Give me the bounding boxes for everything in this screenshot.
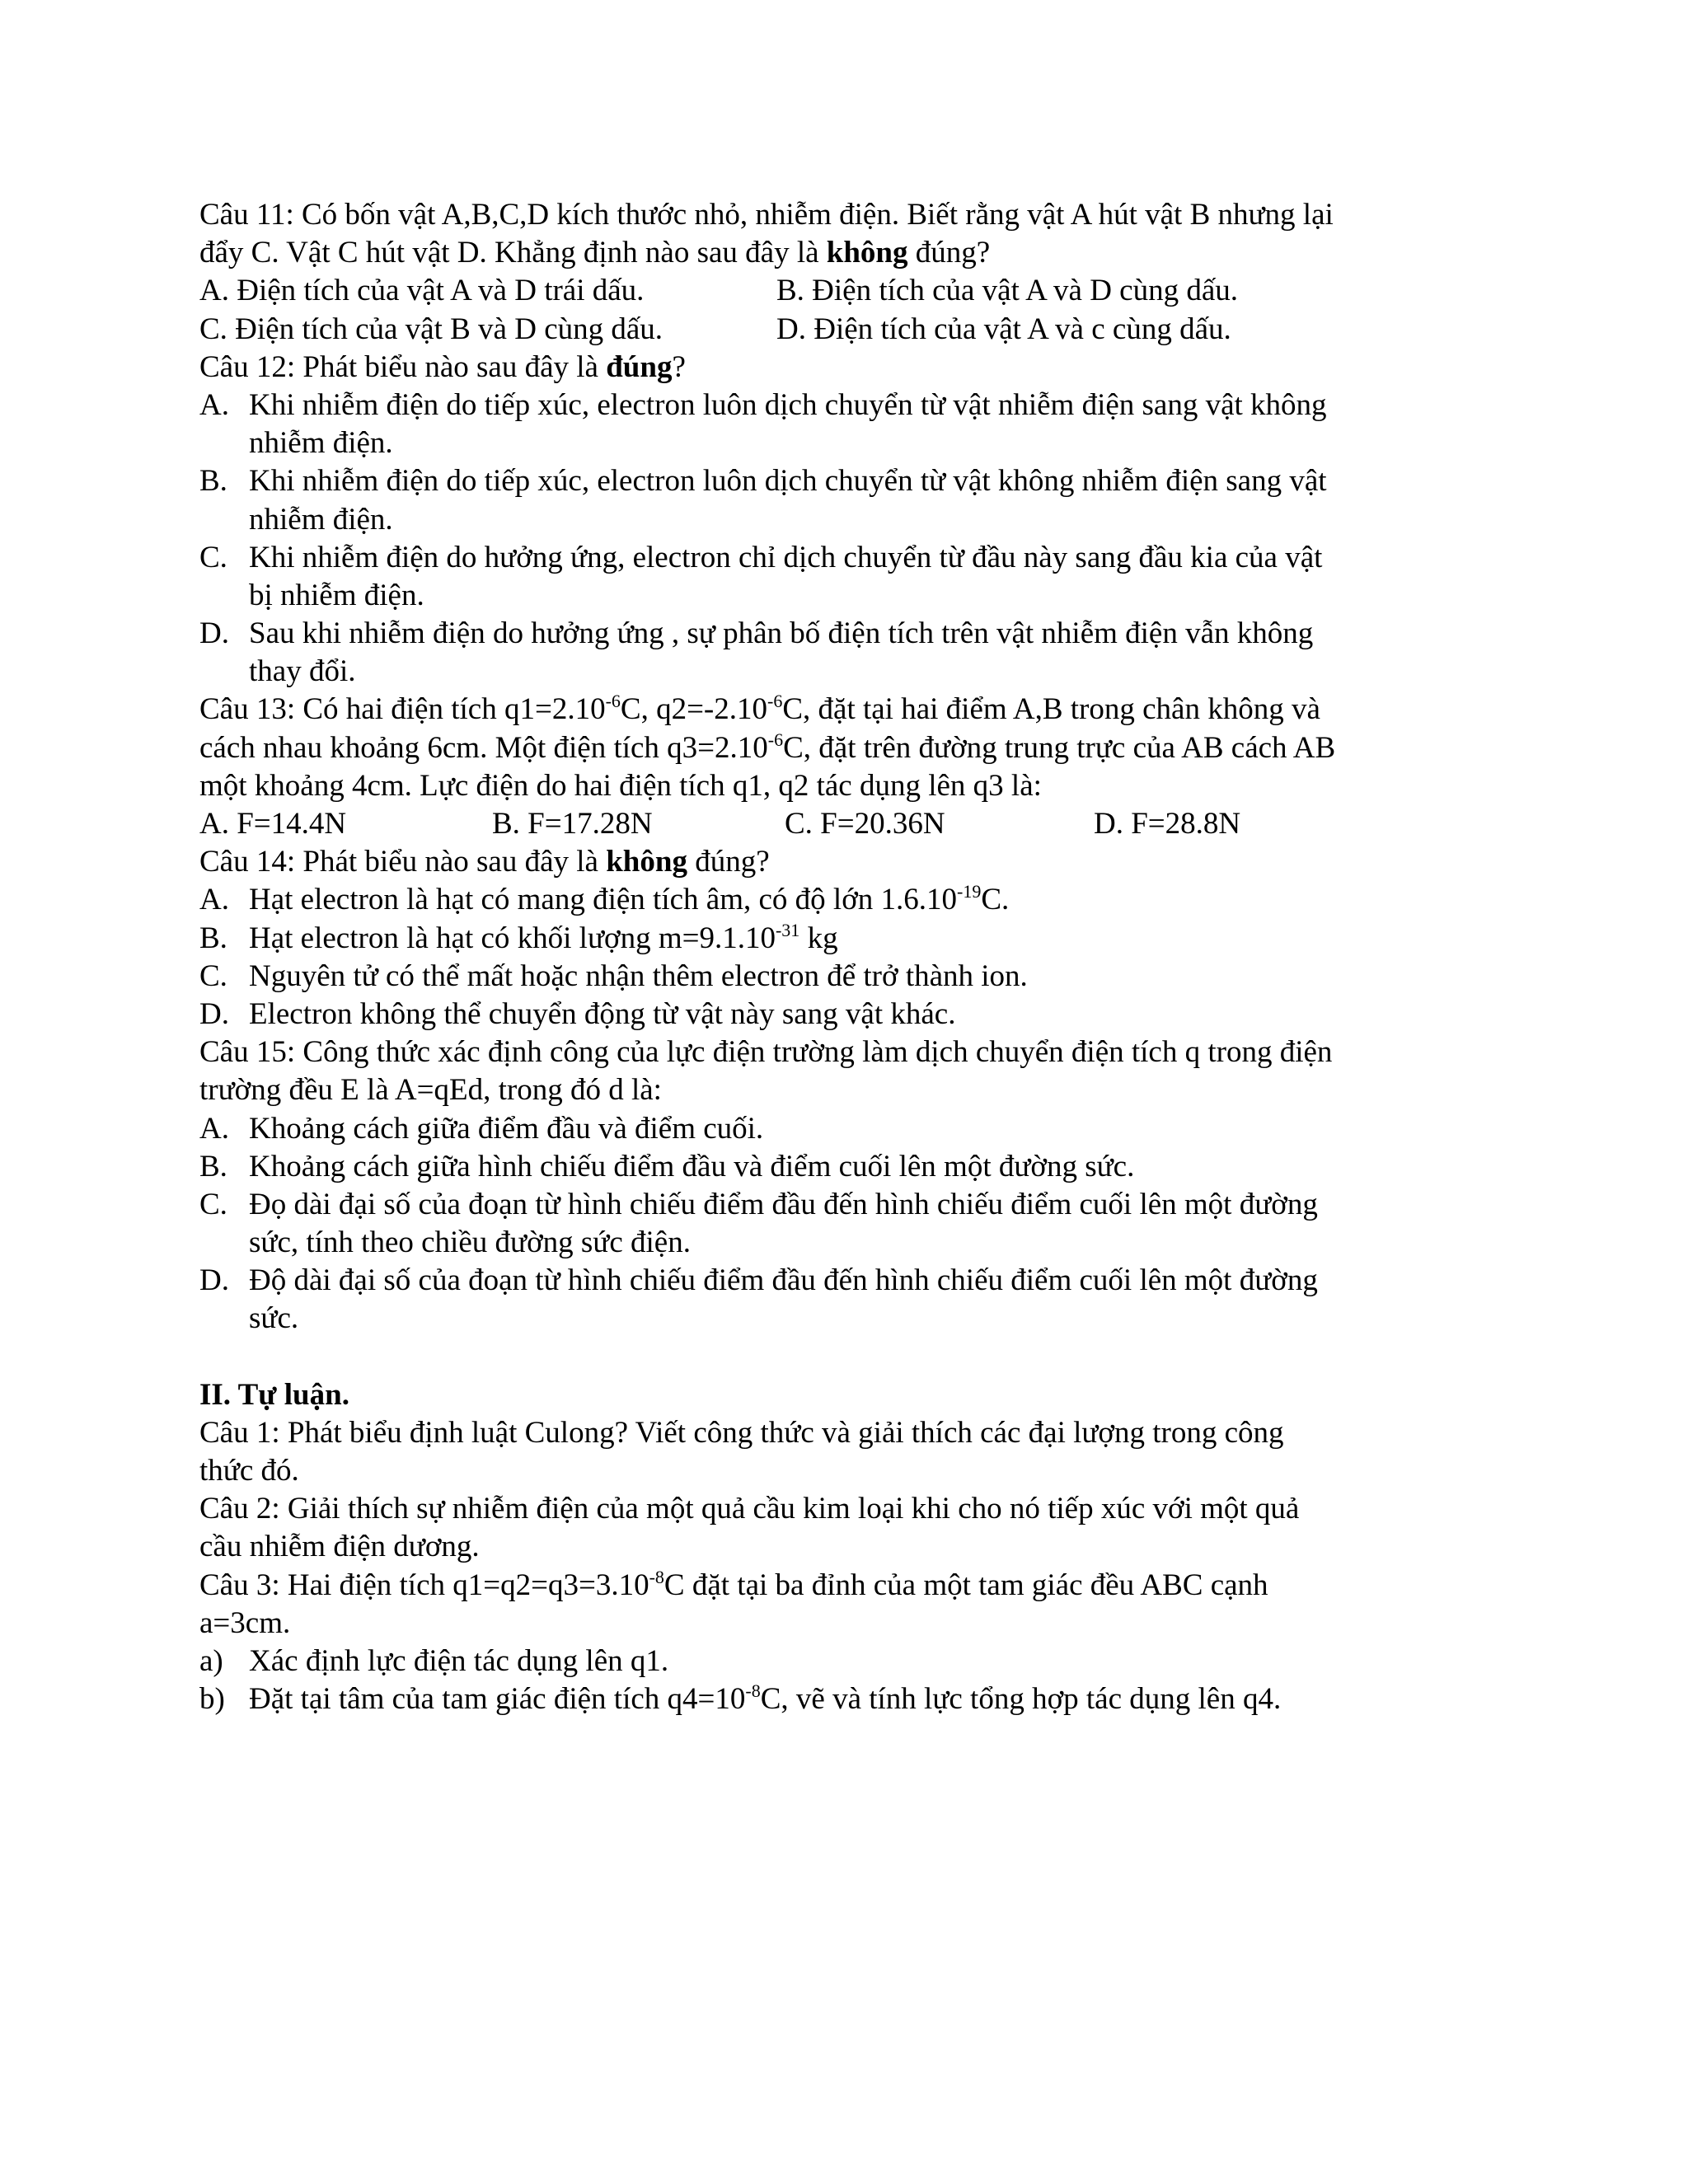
option-text — [249, 881, 1452, 919]
option-text: Electron không thể chuyển động từ vật này sang vật khác. — [249, 996, 956, 1031]
option-text-part: Hạt electron là hạt có khối lượng m=9.1.10 — [249, 921, 776, 955]
option-label: D. — [199, 1263, 229, 1298]
option-label: C. — [199, 540, 227, 574]
q13-options — [199, 805, 1452, 843]
essay-q2-line1: Câu 2: Giải thích sự nhiễm điện của một quả cầu kim loại khi cho nó tiếp xúc với một quả — [199, 1492, 1300, 1526]
q13-stem-line1 — [199, 691, 1452, 729]
document-page — [199, 196, 1452, 1718]
q13-option-a: A. F=14.4N — [199, 807, 347, 841]
sub-text: Xác định lực điện tác dụng lên q1. — [249, 1643, 669, 1678]
option-text: Sau khi nhiễm điện do hưởng ứng , sự phân bố điện tích trên vật nhiễm điện vẫn không — [249, 616, 1314, 651]
q11-stem-text: đẩy C. Vật C hút vật D. Khẳng định nào sau đây là — [199, 236, 827, 270]
q12-stem-text: Câu 12: Phát biểu nào sau đây là — [199, 349, 607, 384]
q11-option-d: D. Điện tích của vật A và c cùng dấu. — [776, 312, 1231, 346]
q11-options-row1 — [199, 272, 1452, 310]
essay-q2-line2: cầu nhiễm điện dương. — [199, 1530, 480, 1564]
q14-option-a — [199, 881, 1452, 919]
essay-text: Câu 3: Hai điện tích q1=q2=q3=3.10 — [199, 1568, 649, 1602]
q14-stem — [199, 843, 1452, 881]
q13-exponent: -6 — [767, 729, 784, 750]
sub-text-part: C, vẽ và tính lực tổng hợp tác dụng lên q4. — [760, 1682, 1282, 1717]
q13-exponent: -6 — [605, 691, 621, 712]
sub-label: a) — [199, 1643, 223, 1678]
q14-option-c — [199, 958, 1452, 996]
option-label: A. — [199, 1111, 229, 1146]
option-text: Khoảng cách giữa điểm đầu và điểm cuối. — [249, 1111, 764, 1146]
option-label: A. — [199, 883, 229, 917]
option-text-part: C. — [981, 883, 1010, 917]
option-text: Khi nhiễm điện do tiếp xúc, electron luôn dịch chuyển từ vật nhiễm điện sang vật không — [249, 387, 1327, 422]
option-label: B. — [199, 464, 227, 499]
option-text: Khoảng cách giữa hình chiếu điểm đầu và điểm cuối lên một đường sức. — [249, 1149, 1135, 1183]
q14-option-d — [199, 996, 1452, 1033]
essay-q1-line1: Câu 1: Phát biểu định luật Culong? Viết công thức và giải thích các đại lượng trong công — [199, 1415, 1284, 1450]
option-text — [249, 920, 1452, 958]
q12-stem-end: ? — [672, 349, 686, 384]
q15-stem-line2: trường đều E là A=qEd, trong đó d là: — [199, 1073, 662, 1108]
option-label: D. — [199, 996, 229, 1031]
q11-stem-end: đúng? — [907, 236, 991, 270]
q13-stem-line3: một khoảng 4cm. Lực điện do hai điện tích q1, q2 tác dụng lên q3 là: — [199, 768, 1042, 803]
q13-text: C, đặt trên đường trung trực của AB cách AB — [783, 730, 1336, 765]
q13-text: cách nhau khoảng 6cm. Một điện tích q3=2.10 — [199, 730, 768, 765]
q15-option-d-cont: sức. — [249, 1301, 299, 1336]
q12-emphasis: đúng — [606, 349, 673, 384]
q13-option-d: D. F=28.8N — [1094, 807, 1241, 841]
q15-option-d — [199, 1262, 1452, 1300]
q11-stem-line2 — [199, 234, 1452, 272]
q12-option-d — [199, 615, 1452, 653]
sub-label: b) — [199, 1682, 225, 1717]
q12-stem — [199, 349, 1452, 387]
option-label: A. — [199, 387, 229, 422]
q14-stem-text: Câu 14: Phát biểu nào sau đây là — [199, 845, 607, 879]
option-label: B. — [199, 1149, 227, 1183]
q11-options-row2 — [199, 311, 1452, 349]
q15-option-b — [199, 1148, 1452, 1186]
essay-exponent: -8 — [649, 1566, 664, 1587]
q13-stem-line2 — [199, 729, 1452, 767]
q13-exponent: -6 — [767, 691, 783, 712]
q12-option-c-cont: bị nhiễm điện. — [249, 578, 424, 612]
q15-option-c — [199, 1186, 1452, 1224]
q14-option-b — [199, 920, 1452, 958]
section-spacer — [199, 1338, 1452, 1376]
q12-option-b — [199, 462, 1452, 500]
essay-q3-line2: a=3cm. — [199, 1605, 291, 1640]
q11-emphasis: không — [826, 236, 908, 270]
option-exponent: -31 — [775, 919, 800, 940]
option-label: B. — [199, 921, 227, 955]
q11-option-c: C. Điện tích của vật B và D cùng dấu. — [199, 312, 663, 346]
option-text: Độ dài đại số của đoạn từ hình chiếu điểm đầu đến hình chiếu điểm cuối lên một đường — [249, 1263, 1318, 1298]
option-text: Đọ dài đại số của đoạn từ hình chiếu điểm đầu đến hình chiếu điểm cuối lên một đường — [249, 1187, 1318, 1221]
essay-text: C đặt tại ba đỉnh của một tam giác đều ABC cạnh — [663, 1568, 1268, 1602]
option-text: Nguyên tử có thể mất hoặc nhận thêm electron để trở thành ion. — [249, 958, 1028, 993]
option-label: D. — [199, 616, 229, 651]
q11-stem-line1: Câu 11: Có bốn vật A,B,C,D kích thước nhỏ, nhiễm điện. Biết rằng vật A hút vật B nhưng lại — [199, 198, 1334, 232]
q12-option-d-cont: thay đổi. — [249, 654, 356, 689]
sub-exponent: -8 — [745, 1680, 761, 1702]
q12-option-a — [199, 387, 1452, 424]
q12-option-c — [199, 539, 1452, 577]
q14-stem-end: đúng? — [687, 845, 770, 879]
q15-option-c-cont: sức, tính theo chiều đường sức điện. — [249, 1226, 691, 1260]
q11-option-b: B. Điện tích của vật A và D cùng dấu. — [776, 274, 1239, 308]
q11-option-a: A. Điện tích của vật A và D trái dấu. — [199, 274, 645, 308]
q12-option-b-cont: nhiễm điện. — [249, 502, 393, 537]
essay-q1-line2: thức đó. — [199, 1454, 299, 1488]
q12-option-a-cont: nhiễm điện. — [249, 426, 393, 461]
q13-text: Câu 13: Có hai điện tích q1=2.10 — [199, 692, 606, 727]
sub-text — [249, 1680, 1452, 1718]
option-text-part: kg — [799, 921, 838, 955]
sub-text-part: Đặt tại tâm của tam giác điện tích q4=10 — [249, 1682, 746, 1717]
option-label: C. — [199, 958, 227, 993]
q14-emphasis: không — [606, 845, 687, 879]
q13-option-b: B. F=17.28N — [492, 807, 653, 841]
q13-option-c: C. F=20.36N — [785, 807, 945, 841]
q13-text: C, q2=-2.10 — [620, 692, 768, 727]
option-text: Khi nhiễm điện do hưởng ứng, electron chỉ dịch chuyển từ đầu này sang đầu kia của vật — [249, 540, 1323, 574]
option-label: C. — [199, 1187, 227, 1221]
q15-stem-line1: Câu 15: Công thức xác định công của lực điện trường làm dịch chuyển điện tích q trong điện — [199, 1035, 1333, 1070]
option-text: Khi nhiễm điện do tiếp xúc, electron luôn dịch chuyển từ vật không nhiễm điện sang vật — [249, 464, 1327, 499]
essay-q3-line1 — [199, 1567, 1452, 1605]
option-exponent: -19 — [957, 881, 982, 902]
section-title-tu-luan: II. Tự luận. — [199, 1377, 349, 1412]
essay-q3-sub-b — [199, 1680, 1452, 1718]
q15-option-a — [199, 1110, 1452, 1148]
option-text-part: Hạt electron là hạt có mang điện tích âm, có độ lớn 1.6.10 — [249, 883, 958, 917]
essay-q3-sub-a — [199, 1643, 1452, 1680]
q13-text: C, đặt tại hai điểm A,B trong chân không và — [782, 692, 1320, 727]
